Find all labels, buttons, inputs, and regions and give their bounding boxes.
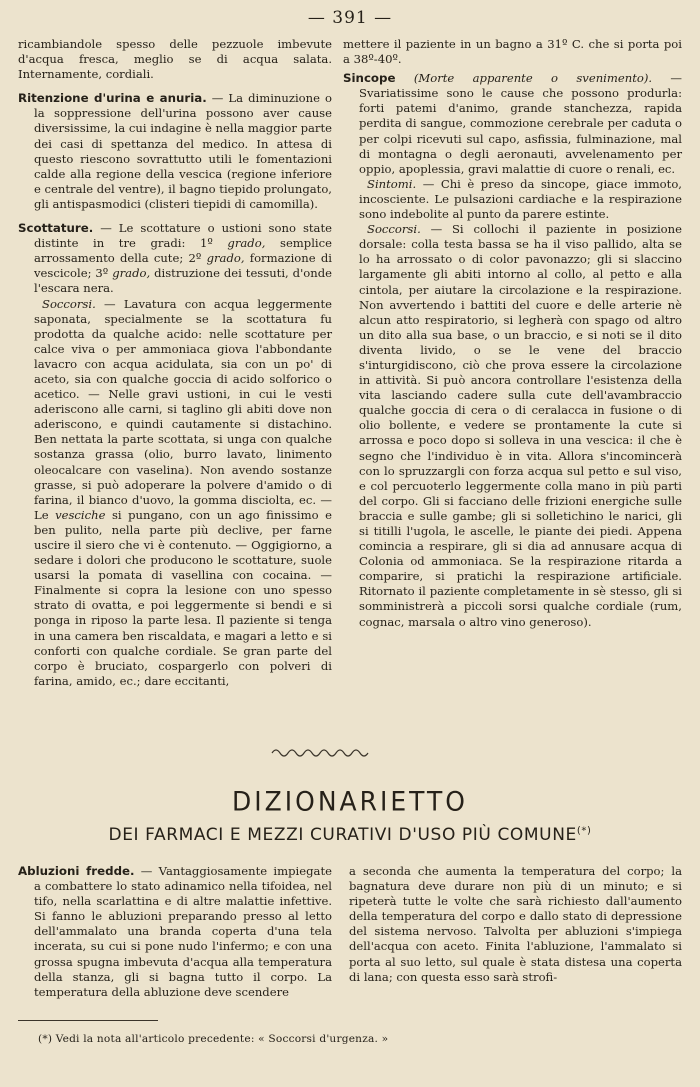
italic-term: grado, [206,251,245,266]
dictionary-left-column [18,864,332,1000]
entry-text: semplice arrossamento della cute; 2º [34,236,332,266]
dictionary-right-column [349,864,682,985]
right-column [343,37,682,630]
entry-heading-abluzioni: Abluzioni fredde. [18,864,135,878]
soccorsi-sincope [343,222,682,630]
ornamental-divider [270,745,370,757]
soccorsi-label: Soccorsi. [42,296,96,311]
entry-scottature [18,221,332,296]
soccorsi-text: — Si collochi il paziente in posizione dorsale: colla testa bassa se ha il viso pallido, alta se lo ha arrossato o di color pavonazzo; gli si slaccino largamente gli abiti intorno al collo, al petto e alla cintola, per aiutare la circolazione e la respirazione. Non avvertendo i battiti del cuore e delle arterie nè alcun atto respiratorio, si legherà con spago od altro un dito alla sua base, o un braccio, e si noti se il dito diventa livido, o se le vene del braccio s'inturgidiscono, ciò che prova essere la circolazione in attività. Si può ancora controllare l'esistenza della vita lasciando cadere sulla cute dell'avambraccio qualche goccia di cera o di ceralacca in fusione o di olio bollente, e vedere se prontamente la cute si arrossa e poco dopo si solleva in una vescica: il che è segno che l'individuo è in vita. Allora s'incomincerà con lo spruzzargli con forza acqua sul petto e sul viso, e col percuoterlo leggermente colla mano in più parti del corpo. Gli si facciano delle frizioni energiche sulle braccia e sulle gambe; gli si solletichino le narici, gli si titilli l'ugola, le ascelle, le piante dei piedi. Appena comincia a respirare, gli si dia ad annusare acqua di Colonia od ammoniaca. Se la respirazione ritarda a comparire, si pratichi la respirazione artificiale. Ritornato il paziente completamente in sè stesso, gli si somministrerà a piccoli sorsi qualche cordiale (rum, cognac, marsala o altro vino generoso). [359,222,682,629]
page-number: — 391 — [307,8,393,28]
soccorsi-text: si pungano, con un ago finissimo e ben pulito, nella parte più declive, per farne uscire il siero che vi è contenuto. — Oggigiorno, a sedare i dolori che producono le scottature, suole usarsi la pomata di vasellina con cocaina. — Finalmente si copra la lesione con uno spesso strato di ovatta, e poi leggermente si bendi e si ponga in riposo la parte lesa. Il paziente si tenga in una camera ben riscaldata, e magari a letto e si conforti con qualche cordiale. Se gran parte del corpo è bruciato, cospargerlo con polveri di farina, amido, ec.; dare eccitanti, [34,507,332,688]
footnote-rule [18,1020,158,1021]
soccorsi-scottature [18,297,332,689]
entry-heading-paren: (Morte apparente o svenimento). [413,71,653,86]
sintomi-label: Sintomi. [367,176,417,191]
entry-ritenzione [18,91,332,212]
continuation-paragraph: ricambiandole spesso delle pezzuole imbevute d'acqua fresca, meglio se di acqua salata. Internamente, cordiali. [18,37,332,82]
entry-text: — Le scottature o ustioni sono state distinte in tre gradi: 1º [34,221,332,251]
soccorsi-label: Soccorsi. [367,222,421,237]
left-column [18,37,332,689]
continuation-paragraph: mettere il paziente in un bagno a 31º C. che si porta poi a 38º-40º. [343,37,682,67]
entry-heading-scottature: Scottature. [18,221,94,236]
section-subtitle [0,825,700,845]
entry-text-sincope: — Svariatissime sono le cause che possono produrla: forti patemi d'animo, grande stanchezza, rapida perdita di sangue, commozione cerebrale per caduta o per colpi ricevuti sul capo, asfissia, fulminazione, mal di montagna o degli aeronauti, avvelenamento per oppio, apoplessia, gravi malattie di cuore o renali, ec. [359,71,683,176]
section-title: DIZIONARIETTO [232,786,468,817]
footnote-mark: (*) [576,825,592,837]
sintomi-sincope [343,177,682,222]
italic-term: vesciche [55,507,106,522]
soccorsi-text: — Lavatura con acqua leggermente saponata, specialmente se la scottatura fu prodotta da qualche acido: nelle scottature per calce viva o per ammoniaca giova l'abbondante lavacro con acqua acidulata, sia con un po' di aceto, sia con qualche goccia di acido solforico o acetico. — Nelle gravi ustioni, in cui le vesti aderiscono alle carni, si taglino gli abiti dove non aderiscono, e quindi cautamente si distachino. Ben nettata la parte scottata, si unga con qualche sostanza grassa (olio, burro lavato, linimento oleocalcare con vaselina). Non avendo sostanze grasse, si può adoperare la polvere d'amido o di farina, il bianco d'uovo, la gomma disciolta, ec. — Le [34,296,332,522]
entry-sincope [343,71,682,177]
sintomi-text: — Chi è preso da sincope, giace immoto, incosciente. Le pulsazioni cardiache e la respirazione sono indebolite al punto da parere estinte. [359,176,682,222]
entry-text: formazione di vescicole; 3º [34,251,332,281]
section-subtitle-text: DEI FARMACI E MEZZI CURATIVI D'USO PIÙ COMUNE [108,825,577,845]
footnote: (*) Vedi la nota all'articolo precedente: « Soccorsi d'urgenza. » [38,1033,389,1045]
entry-heading-sincope: Sincope [343,71,396,86]
entry-text-ritenzione: — La diminuzione o la soppressione dell'urina possono aver cause diversissime, la cui indagine è nella maggior parte dei casi di spettanza del medico. In attesa di questo riescono sovrattutto utili le fomentazioni calde alla regione della vescica (regione inferiore e centrale del ventre), il bagno tiepido prolungato, gli antispasmodici (clisteri tiepidi di camomilla). [34,91,332,211]
entry-heading-ritenzione: Ritenzione d'urina e anuria. [18,91,207,106]
entry-continuation: a seconda che aumenta la temperatura del corpo; la bagnatura deve durare non più di un minuto; e si ripeterà tutte le volte che sarà richiesto dall'aumento della temperatura del corpo e dallo stato di depressione del sistema nervoso. Talvolta per abluzioni s'impiega dell'acqua con aceto. Finita l'abluzione, l'ammalato si porta al suo letto, sul quale è stata distesa una coperta di lana; con questa esso sarà strofi- [349,864,682,984]
entry-abluzioni [18,864,332,1000]
italic-term: grado, [227,236,266,251]
italic-term: grado, [112,266,151,281]
entry-text: distruzione dei tessuti, d'onde l'escara nera. [34,266,332,296]
entry-text-abluzioni: — Vantaggiosamente impiegate a combattere lo stato adinamico nella tifoidea, nel tifo, nella scarlattina e di altre malattie infettive. Si fanno le abluzioni preparando presso al letto dell'ammalato una branda coperta d'una tela incerata, su cui si pone nudo l'infermo; e con una grossa spugna imbevuta d'acqua alla temperatura della stanza, gli si bagna tutto il corpo. La temperatura della abluzione deve scendere [34,864,332,999]
